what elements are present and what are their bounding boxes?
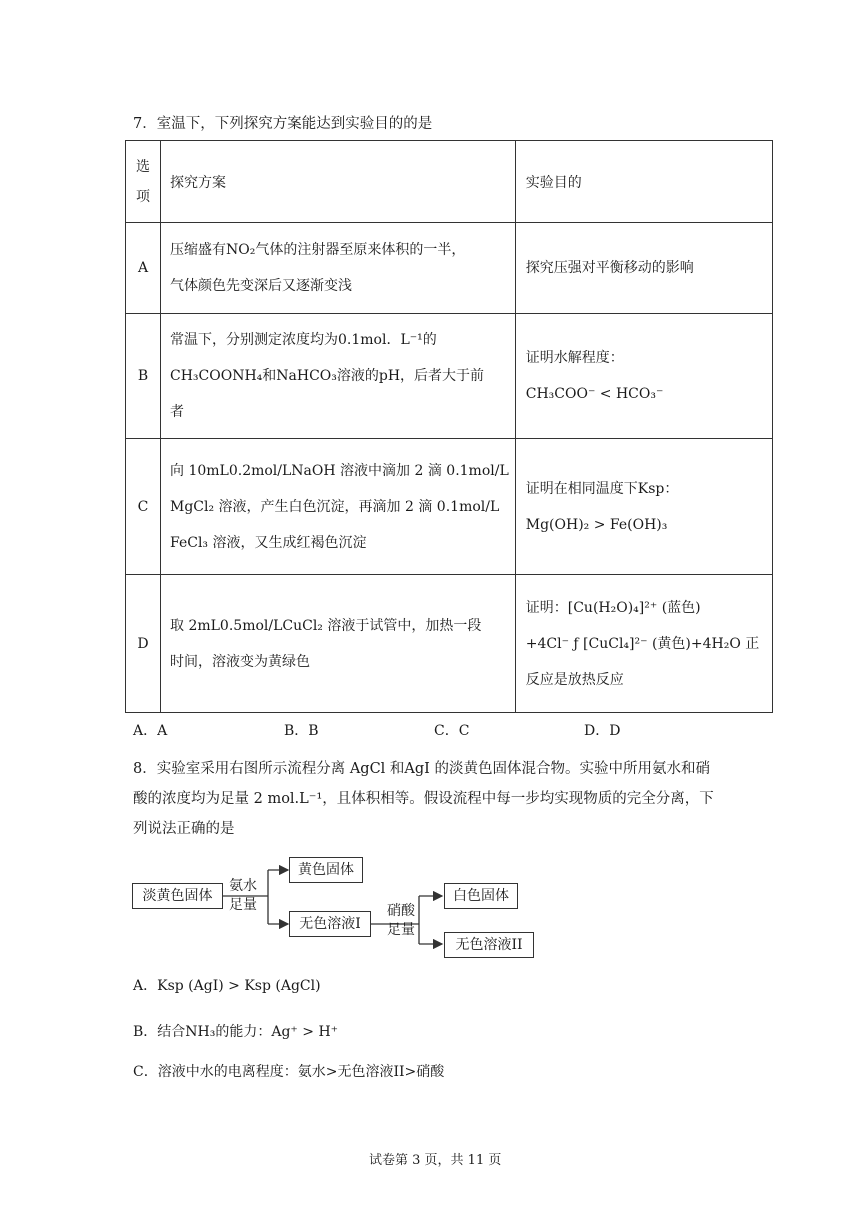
q8-stem-line: 8．实验室采用右图所示流程分离 AgCl 和AgI 的淡黄色固体混合物。实验中所用氨水和硝 — [133, 761, 711, 777]
plan-line: 时间，溶液变为黄绿色 — [170, 653, 310, 670]
flow-white-solid-box: 白色固体 — [444, 883, 518, 909]
goal-line: 证明：[Cu(H₂O)₄]²⁺ (蓝色) — [525, 599, 701, 616]
flow-start-box: 淡黄色固体 — [132, 883, 223, 909]
q7-stem: 7．室温下，下列探究方案能达到实验目的的是 — [133, 116, 433, 132]
q7-option-c[interactable]: C．C — [434, 723, 470, 739]
plan-line: FeCl₃ 溶液，又生成红褐色沉淀 — [170, 534, 367, 551]
goal-line: CH₃COO⁻ < HCO₃⁻ — [525, 386, 664, 402]
row-label: B — [126, 314, 161, 439]
plan-line: 者 — [170, 404, 184, 420]
page-footer: 试卷第 3 页，共 11 页 — [369, 1153, 502, 1168]
q8-option-a[interactable]: A．Ksp (AgI) > Ksp (AgCl) — [133, 978, 321, 994]
plan-line: 取 2mL0.5mol/LCuCl₂ 溶液于试管中，加热一段 — [170, 617, 482, 634]
plan-line: 压缩盛有NO₂气体的注射器至原来体积的一半， — [170, 242, 466, 258]
plan-line: 常温下，分别测定浓度均为0.1mol．L⁻¹的 — [170, 332, 437, 348]
flow-reagent2-bottom: 足量 — [387, 922, 415, 938]
plan-line: CH₃COONH₄和NaHCO₃溶液的pH，后者大于前 — [170, 368, 485, 384]
goal-line: +4Cl⁻ ƒ [CuCl₄]²⁻ (黄色)+4H₂O 正 — [525, 635, 760, 652]
goal-line: 反应是放热反应 — [525, 671, 624, 688]
flow-colorless-solution-1-box: 无色溶液I — [289, 911, 371, 937]
row-label: C — [126, 439, 161, 575]
q7-option-b[interactable]: B．B — [284, 723, 319, 739]
header-option-bottom: 项 — [136, 188, 150, 205]
plan-line: 气体颜色先变深后又逐渐变浅 — [170, 278, 352, 294]
flow-reagent2-top: 硝酸 — [387, 903, 415, 919]
header-option-top: 选 — [136, 158, 150, 175]
plan-line: 向 10mL0.2mol/LNaOH 溶液中滴加 2 滴 0.1mol/L — [170, 462, 509, 479]
goal-line: 探究压强对平衡移动的影响 — [525, 260, 694, 276]
flow-colorless-solution-2-box: 无色溶液II — [444, 932, 534, 958]
header-goal: 实验目的 — [515, 141, 772, 223]
goal-line: Mg(OH)₂ > Fe(OH)₃ — [525, 516, 668, 533]
goal-line: 证明在相同温度下Ksp： — [525, 480, 679, 497]
q8-stem-line: 酸的浓度均为足量 2 mol.L⁻¹，且体积相等。假设流程中每一步均实现物质的完全分离，下 — [133, 791, 714, 807]
row-label: A — [126, 223, 161, 314]
q8-stem-line: 列说法正确的是 — [133, 821, 235, 837]
goal-line: 证明水解程度： — [525, 350, 624, 366]
q7-option-d[interactable]: D．D — [584, 723, 621, 739]
q7-option-a[interactable]: A．A — [133, 723, 168, 739]
q8-option-b[interactable]: B．结合NH₃的能力：Ag⁺ > H⁺ — [133, 1024, 339, 1040]
flow-yellow-solid-box: 黄色固体 — [289, 857, 363, 883]
q8-option-c[interactable]: C．溶液中水的电离程度：氨水>无色溶液II>硝酸 — [133, 1064, 445, 1080]
flow-reagent1-bottom: 足量 — [229, 897, 257, 913]
row-label: D — [126, 575, 161, 713]
header-plan: 探究方案 — [161, 141, 516, 223]
plan-line: MgCl₂ 溶液，产生白色沉淀，再滴加 2 滴 0.1mol/L — [170, 498, 500, 515]
flow-reagent1-top: 氨水 — [229, 878, 257, 894]
